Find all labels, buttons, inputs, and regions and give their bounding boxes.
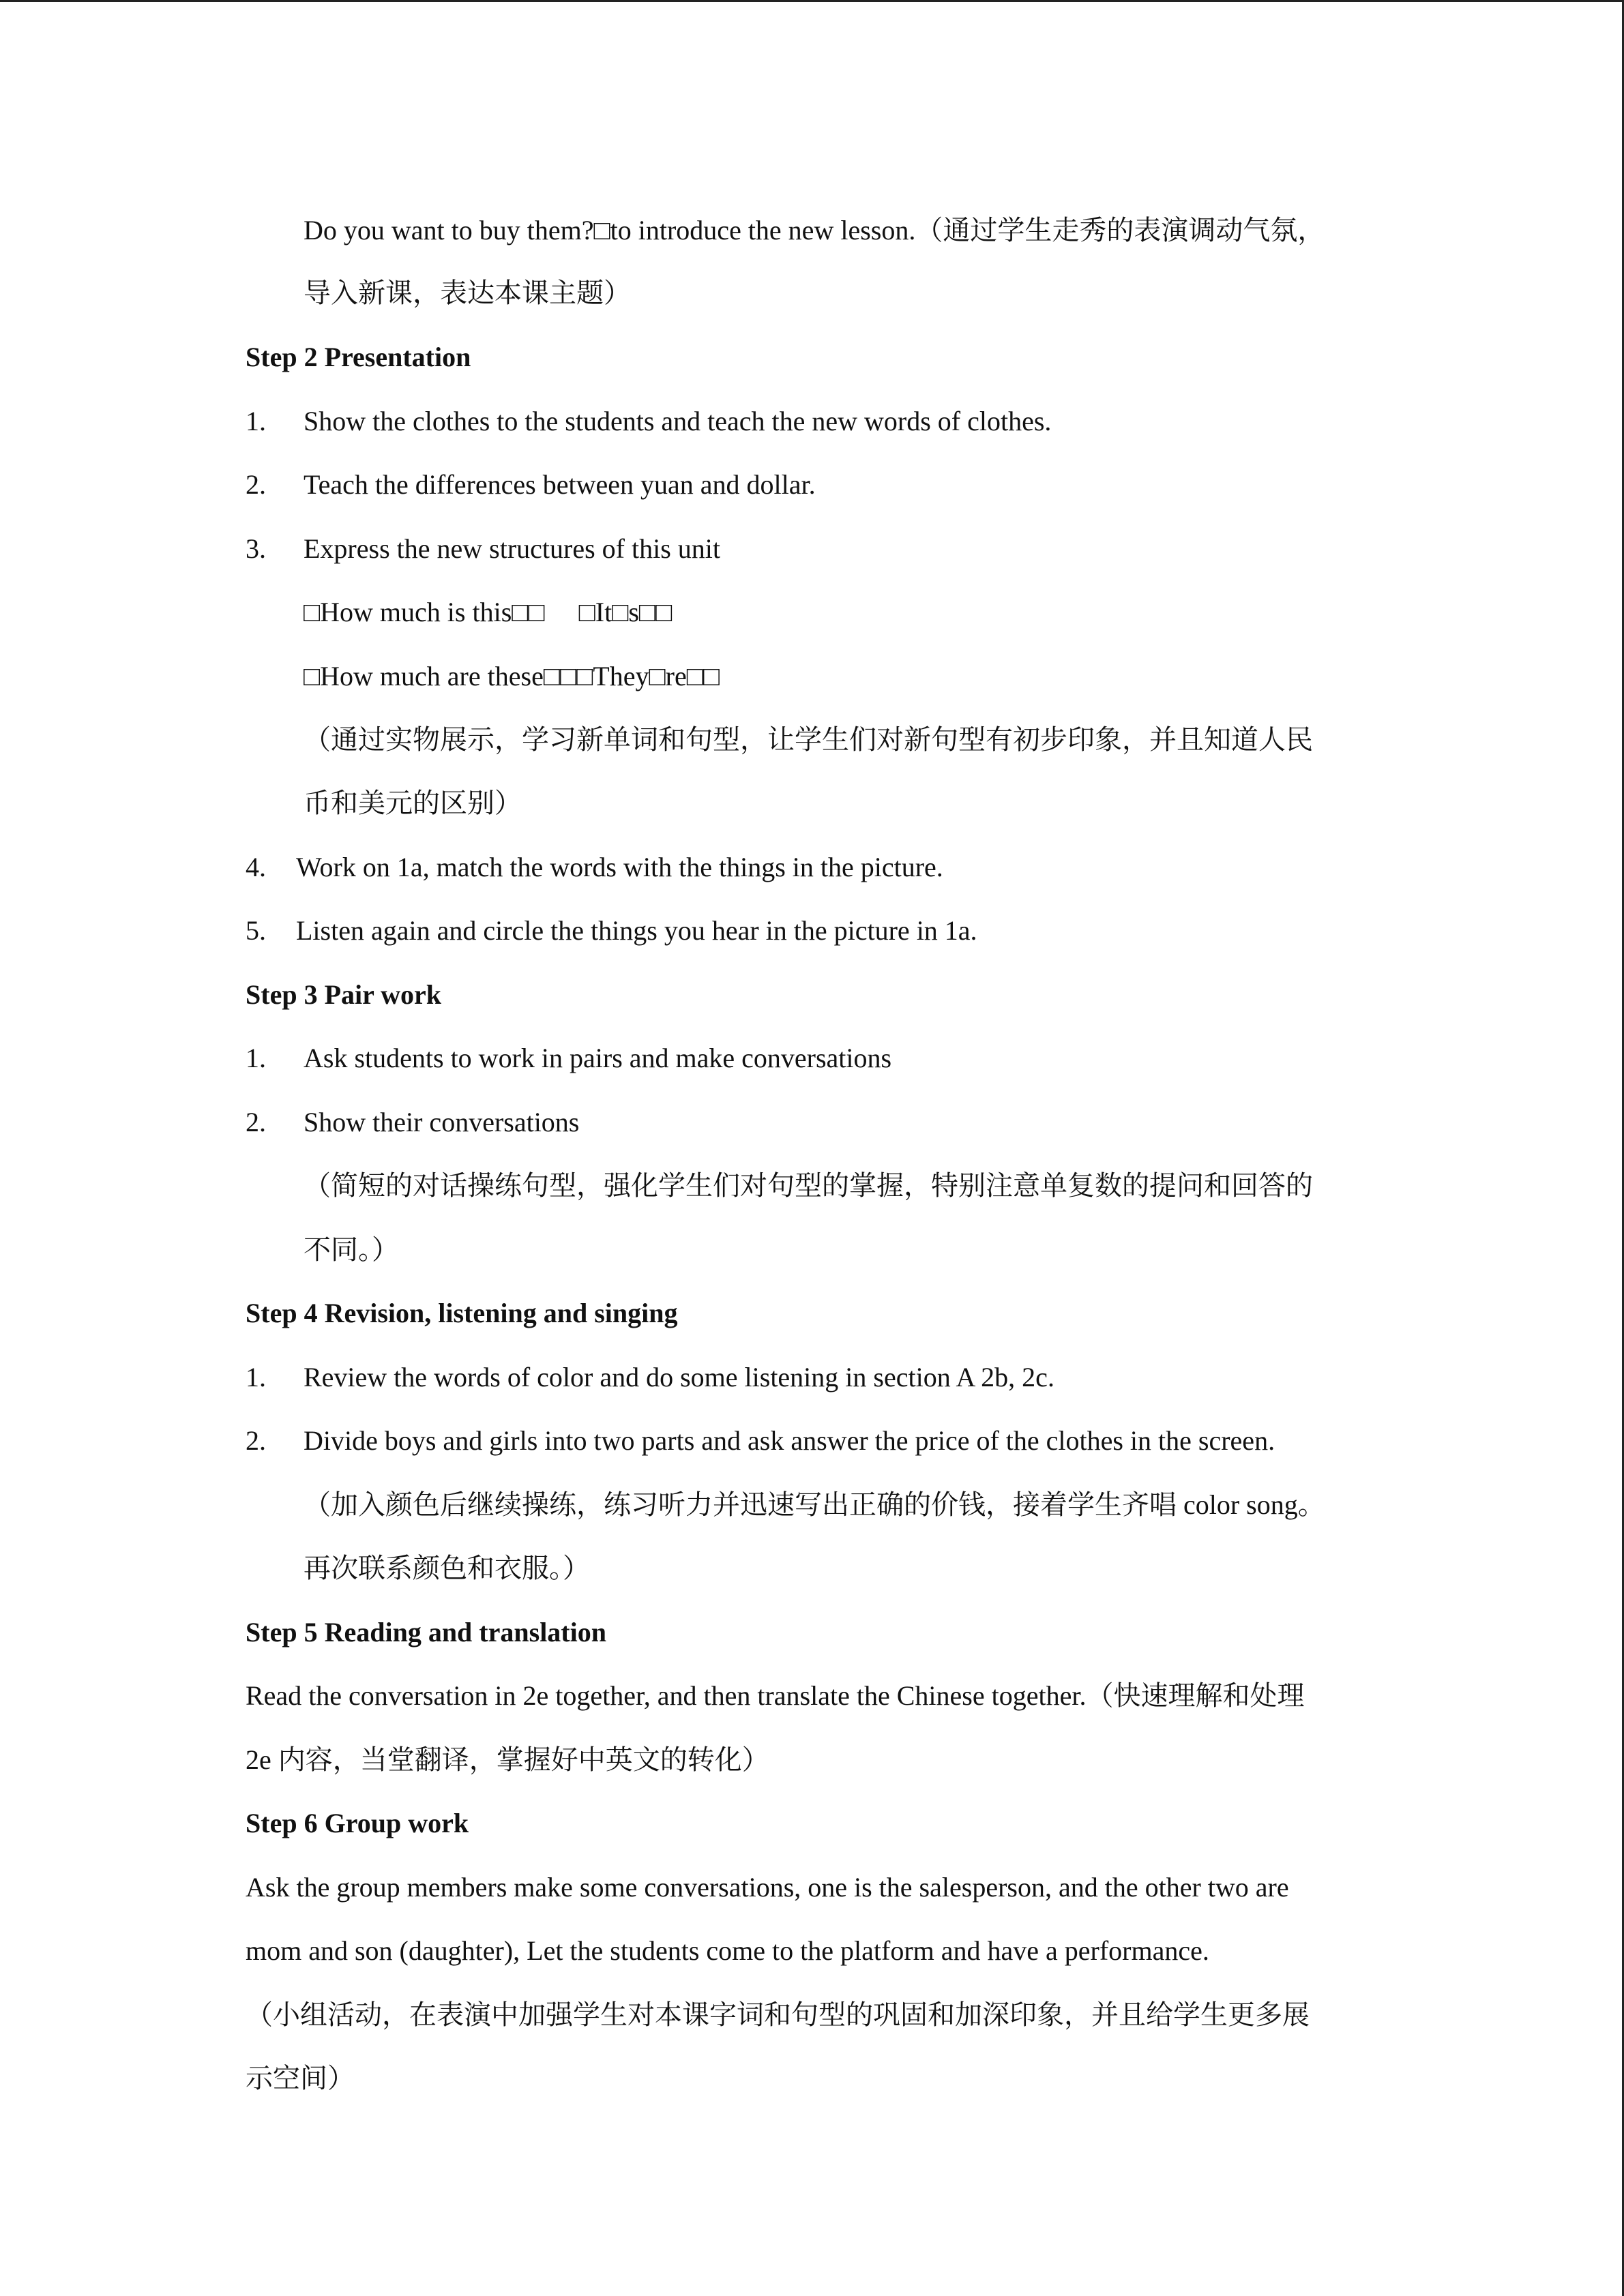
list-number: 2. bbox=[246, 1425, 266, 1456]
list-text: Show the clothes to the students and teach the new words of clothes. bbox=[304, 406, 1052, 436]
step3-note-line-1: （简短的对话操练句型，强化学生们对句型的掌握，特别注意单复数的提问和回答的 bbox=[304, 1170, 1313, 1201]
list-number: 1. bbox=[246, 406, 266, 436]
step6-line-2: mom and son (daughter), Let the students come to the platform and have a performance. bbox=[246, 1935, 1209, 1966]
step3-heading: Step 3 Pair work bbox=[246, 979, 442, 1010]
step3-note-line-2: 不同。） bbox=[304, 1234, 399, 1265]
step2-heading: Step 2 Presentation bbox=[246, 342, 471, 372]
page-top-border bbox=[0, 0, 1624, 2]
list-number: 1. bbox=[246, 1362, 266, 1392]
intro-line-2: 导入新课，表达本课主题） bbox=[304, 278, 631, 308]
list-number: 3. bbox=[246, 533, 266, 564]
step6-heading: Step 6 Group work bbox=[246, 1808, 469, 1838]
step6-line-1: Ask the group members make some conversations, one is the salesperson, and the other two are bbox=[246, 1872, 1289, 1903]
list-number: 4. bbox=[246, 852, 266, 882]
step5-line-1: Read the conversation in 2e together, and then translate the Chinese together.（快速理解和处理 bbox=[246, 1680, 1305, 1711]
step4-note-line-2: 再次联系颜色和衣服。） bbox=[304, 1553, 590, 1583]
list-number: 5. bbox=[246, 915, 266, 946]
step4-note-line-1: （加入颜色后继续操练，练习听力并迅速写出正确的价钱，接着学生齐唱 color song。 bbox=[304, 1489, 1325, 1520]
list-text: Show their conversations bbox=[304, 1107, 580, 1137]
step5-heading: Step 5 Reading and translation bbox=[246, 1617, 606, 1648]
list-text: Work on 1a, match the words with the things in the picture. bbox=[296, 852, 943, 882]
intro-line-1: Do you want to buy them?□to introduce the new lesson.（通过学生走秀的表演调动气氛， bbox=[304, 215, 1325, 245]
step6-note-line-2: 示空间） bbox=[246, 2063, 355, 2093]
step2-note-line-1: （通过实物展示，学习新单词和句型，让学生们对新句型有初步印象，并且知道人民 bbox=[304, 724, 1313, 755]
structure-line-1: □How much is this□□ □It□s□□ bbox=[304, 597, 673, 627]
list-number: 2. bbox=[246, 469, 266, 500]
list-text: Teach the differences between yuan and dollar. bbox=[304, 469, 816, 500]
list-number: 1. bbox=[246, 1043, 266, 1073]
step6-note-line-1: （小组活动，在表演中加强学生对本课字词和句型的巩固和加深印象，并且给学生更多展 bbox=[246, 1999, 1310, 2030]
step2-note-line-2: 币和美元的区别） bbox=[304, 788, 522, 818]
list-number: 2. bbox=[246, 1107, 266, 1137]
list-text: Ask students to work in pairs and make conversations bbox=[304, 1043, 892, 1073]
structure-line-2: □How much are these□□□They□re□□ bbox=[304, 661, 720, 691]
list-text: Listen again and circle the things you hear in the picture in 1a. bbox=[296, 915, 977, 946]
list-text: Express the new structures of this unit bbox=[304, 533, 720, 564]
step5-line-2: 2e 内容，当堂翻译，掌握好中英文的转化） bbox=[246, 1744, 769, 1775]
list-text: Divide boys and girls into two parts and ask answer the price of the clothes in the screen. bbox=[304, 1425, 1275, 1456]
list-text: Review the words of color and do some listening in section A 2b, 2c. bbox=[304, 1362, 1054, 1392]
step4-heading: Step 4 Revision, listening and singing bbox=[246, 1298, 678, 1328]
